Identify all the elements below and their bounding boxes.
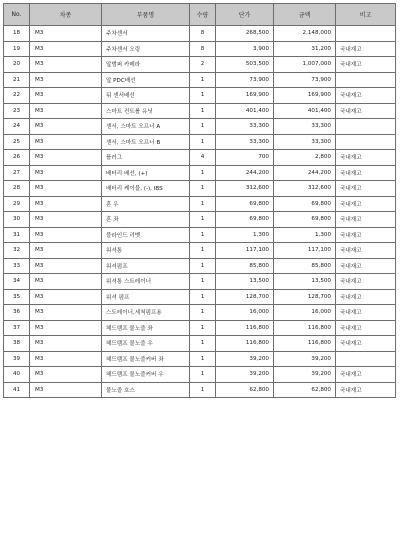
cell-note: 국내재고 [336, 181, 396, 197]
cell-amount: 117,100 [274, 243, 336, 259]
cell-model: M3 [30, 134, 102, 150]
cell-model: M3 [30, 26, 102, 42]
cell-qty: 1 [190, 134, 216, 150]
table-row [4, 165, 396, 181]
cell-model: M3 [30, 72, 102, 88]
cell-amount: 39,200 [274, 367, 336, 383]
cell-unit-price: 33,300 [216, 119, 274, 135]
cell-qty: 1 [190, 165, 216, 181]
cell-note: 국내재고 [336, 274, 396, 290]
cell-amount: 13,500 [274, 274, 336, 290]
cell-qty: 1 [190, 336, 216, 352]
table-row [4, 26, 396, 42]
cell-model: M3 [30, 57, 102, 73]
cell-unit-price: 3,900 [216, 41, 274, 57]
table-row [4, 134, 396, 150]
table-row [4, 258, 396, 274]
col-header-model: 차종 [30, 4, 102, 26]
cell-model: M3 [30, 382, 102, 398]
cell-model: M3 [30, 274, 102, 290]
cell-part: 워셔통 스트레이너 [102, 274, 190, 290]
cell-part: 주차센서 오링 [102, 41, 190, 57]
cell-qty: 1 [190, 243, 216, 259]
cell-unit-price: 62,800 [216, 382, 274, 398]
cell-no: 36 [4, 305, 30, 321]
cell-part: 앞 PDC배선 [102, 72, 190, 88]
cell-qty: 1 [190, 289, 216, 305]
header-row [4, 4, 396, 26]
cell-qty: 1 [190, 196, 216, 212]
col-header-part: 부품명 [102, 4, 190, 26]
cell-model: M3 [30, 212, 102, 228]
cell-note [336, 26, 396, 42]
cell-no: 23 [4, 103, 30, 119]
cell-note: 국내재고 [336, 88, 396, 104]
cell-no: 38 [4, 336, 30, 352]
table-row [4, 320, 396, 336]
cell-part: 뒤 센서배선 [102, 88, 190, 104]
cell-part: 블라인드 리벳 [102, 227, 190, 243]
cell-no: 41 [4, 382, 30, 398]
cell-amount: 116,800 [274, 336, 336, 352]
cell-no: 37 [4, 320, 30, 336]
cell-part: 헤드램프 물노즐커버 우 [102, 367, 190, 383]
cell-note: 국내재고 [336, 367, 396, 383]
cell-part: 혼 우 [102, 196, 190, 212]
table-row [4, 41, 396, 57]
table-row [4, 351, 396, 367]
parts-sheet [3, 3, 395, 398]
table-row [4, 305, 396, 321]
cell-model: M3 [30, 351, 102, 367]
cell-part: 플러그 [102, 150, 190, 166]
table-row [4, 103, 396, 119]
table-row [4, 212, 396, 228]
cell-qty: 1 [190, 88, 216, 104]
cell-qty: 8 [190, 41, 216, 57]
cell-unit-price: 39,200 [216, 351, 274, 367]
cell-amount: 62,800 [274, 382, 336, 398]
cell-model: M3 [30, 119, 102, 135]
cell-amount: 2,148,000 [274, 26, 336, 42]
table-row [4, 196, 396, 212]
cell-qty: 8 [190, 26, 216, 42]
cell-amount: 73,900 [274, 72, 336, 88]
cell-amount: 169,900 [274, 88, 336, 104]
cell-amount: 1,300 [274, 227, 336, 243]
cell-note [336, 72, 396, 88]
cell-no: 25 [4, 134, 30, 150]
cell-model: M3 [30, 103, 102, 119]
cell-unit-price: 13,500 [216, 274, 274, 290]
cell-model: M3 [30, 289, 102, 305]
cell-qty: 1 [190, 305, 216, 321]
col-header-no: No. [4, 4, 30, 26]
cell-note: 국내재고 [336, 150, 396, 166]
cell-part: 헤드램프 물노즐커버 좌 [102, 351, 190, 367]
cell-unit-price: 128,700 [216, 289, 274, 305]
cell-qty: 1 [190, 258, 216, 274]
cell-unit-price: 169,900 [216, 88, 274, 104]
table-row [4, 181, 396, 197]
cell-no: 26 [4, 150, 30, 166]
cell-part: 물노즐 호스 [102, 382, 190, 398]
cell-no: 34 [4, 274, 30, 290]
cell-note [336, 134, 396, 150]
cell-no: 20 [4, 57, 30, 73]
cell-part: 배터리 배선, (+) [102, 165, 190, 181]
cell-unit-price: 503,500 [216, 57, 274, 73]
table-row [4, 274, 396, 290]
cell-note: 국내재고 [336, 165, 396, 181]
table-row [4, 336, 396, 352]
cell-no: 30 [4, 212, 30, 228]
cell-amount: 244,200 [274, 165, 336, 181]
cell-no: 29 [4, 196, 30, 212]
cell-amount: 1,007,000 [274, 57, 336, 73]
cell-amount: 31,200 [274, 41, 336, 57]
cell-no: 19 [4, 41, 30, 57]
cell-amount: 33,300 [274, 119, 336, 135]
cell-model: M3 [30, 88, 102, 104]
cell-model: M3 [30, 165, 102, 181]
table-row [4, 289, 396, 305]
table-row [4, 367, 396, 383]
cell-model: M3 [30, 196, 102, 212]
table-row [4, 150, 396, 166]
cell-amount: 2,800 [274, 150, 336, 166]
cell-no: 31 [4, 227, 30, 243]
cell-unit-price: 700 [216, 150, 274, 166]
cell-part: 헤드램프 물노즐 우 [102, 336, 190, 352]
cell-model: M3 [30, 336, 102, 352]
cell-part: 스트레이너,세척펌프용 [102, 305, 190, 321]
col-header-amount: 금액 [274, 4, 336, 26]
cell-qty: 1 [190, 181, 216, 197]
cell-qty: 1 [190, 119, 216, 135]
cell-note: 국내재고 [336, 57, 396, 73]
cell-qty: 1 [190, 227, 216, 243]
cell-model: M3 [30, 181, 102, 197]
cell-note: 국내재고 [336, 227, 396, 243]
cell-amount: 39,200 [274, 351, 336, 367]
cell-note: 국내재고 [336, 305, 396, 321]
cell-no: 18 [4, 26, 30, 42]
cell-part: 앞범퍼 카메라 [102, 57, 190, 73]
cell-qty: 1 [190, 212, 216, 228]
cell-no: 21 [4, 72, 30, 88]
cell-note: 국내재고 [336, 196, 396, 212]
cell-part: 워셔 펌프 [102, 289, 190, 305]
cell-unit-price: 401,400 [216, 103, 274, 119]
cell-qty: 4 [190, 150, 216, 166]
cell-no: 35 [4, 289, 30, 305]
cell-qty: 1 [190, 72, 216, 88]
cell-no: 24 [4, 119, 30, 135]
cell-qty: 1 [190, 382, 216, 398]
cell-unit-price: 85,800 [216, 258, 274, 274]
cell-unit-price: 116,800 [216, 320, 274, 336]
cell-note [336, 119, 396, 135]
cell-part: 배터리 케이블, (-), IBS [102, 181, 190, 197]
cell-model: M3 [30, 258, 102, 274]
cell-model: M3 [30, 150, 102, 166]
table-row [4, 72, 396, 88]
cell-note: 국내재고 [336, 320, 396, 336]
cell-note: 국내재고 [336, 382, 396, 398]
cell-part: 헤드램프 물노즐 좌 [102, 320, 190, 336]
cell-amount: 69,800 [274, 196, 336, 212]
col-header-unit-price: 단가 [216, 4, 274, 26]
cell-unit-price: 33,300 [216, 134, 274, 150]
cell-amount: 312,600 [274, 181, 336, 197]
cell-amount: 116,800 [274, 320, 336, 336]
cell-amount: 69,800 [274, 212, 336, 228]
cell-no: 27 [4, 165, 30, 181]
cell-qty: 1 [190, 274, 216, 290]
cell-model: M3 [30, 41, 102, 57]
cell-qty: 1 [190, 351, 216, 367]
cell-note: 국내재고 [336, 103, 396, 119]
cell-model: M3 [30, 227, 102, 243]
cell-model: M3 [30, 305, 102, 321]
cell-amount: 33,300 [274, 134, 336, 150]
cell-unit-price: 268,500 [216, 26, 274, 42]
cell-note: 국내재고 [336, 336, 396, 352]
cell-qty: 1 [190, 320, 216, 336]
table-row [4, 57, 396, 73]
cell-part: 센서, 스마트 오프너 A [102, 119, 190, 135]
cell-part: 워셔통 [102, 243, 190, 259]
cell-part: 스마트 컨트롤 유닛 [102, 103, 190, 119]
cell-note: 국내재고 [336, 289, 396, 305]
cell-qty: 1 [190, 367, 216, 383]
cell-amount: 128,700 [274, 289, 336, 305]
table-row [4, 382, 396, 398]
cell-note: 국내재고 [336, 243, 396, 259]
cell-unit-price: 69,800 [216, 196, 274, 212]
col-header-note: 비고 [336, 4, 396, 26]
cell-unit-price: 312,600 [216, 181, 274, 197]
cell-note: 국내재고 [336, 41, 396, 57]
cell-unit-price: 16,000 [216, 305, 274, 321]
table-row [4, 227, 396, 243]
cell-note [336, 351, 396, 367]
table-row [4, 243, 396, 259]
cell-part: 혼 좌 [102, 212, 190, 228]
cell-unit-price: 244,200 [216, 165, 274, 181]
cell-unit-price: 73,900 [216, 72, 274, 88]
cell-note: 국내재고 [336, 258, 396, 274]
cell-model: M3 [30, 367, 102, 383]
cell-amount: 401,400 [274, 103, 336, 119]
cell-unit-price: 69,800 [216, 212, 274, 228]
table-row [4, 88, 396, 104]
cell-amount: 16,000 [274, 305, 336, 321]
cell-qty: 2 [190, 57, 216, 73]
cell-no: 33 [4, 258, 30, 274]
cell-note: 국내재고 [336, 212, 396, 228]
col-header-qty: 수량 [190, 4, 216, 26]
cell-part: 주차센서 [102, 26, 190, 42]
cell-no: 32 [4, 243, 30, 259]
cell-amount: 85,800 [274, 258, 336, 274]
cell-qty: 1 [190, 103, 216, 119]
cell-no: 40 [4, 367, 30, 383]
cell-no: 22 [4, 88, 30, 104]
cell-unit-price: 1,300 [216, 227, 274, 243]
cell-model: M3 [30, 320, 102, 336]
cell-model: M3 [30, 243, 102, 259]
cell-part: 센서, 스마트 오프너 B [102, 134, 190, 150]
table-row [4, 119, 396, 135]
cell-unit-price: 116,800 [216, 336, 274, 352]
cell-unit-price: 117,100 [216, 243, 274, 259]
cell-unit-price: 39,200 [216, 367, 274, 383]
cell-part: 워셔펌프 [102, 258, 190, 274]
cell-no: 39 [4, 351, 30, 367]
cell-no: 28 [4, 181, 30, 197]
parts-table [3, 3, 396, 398]
